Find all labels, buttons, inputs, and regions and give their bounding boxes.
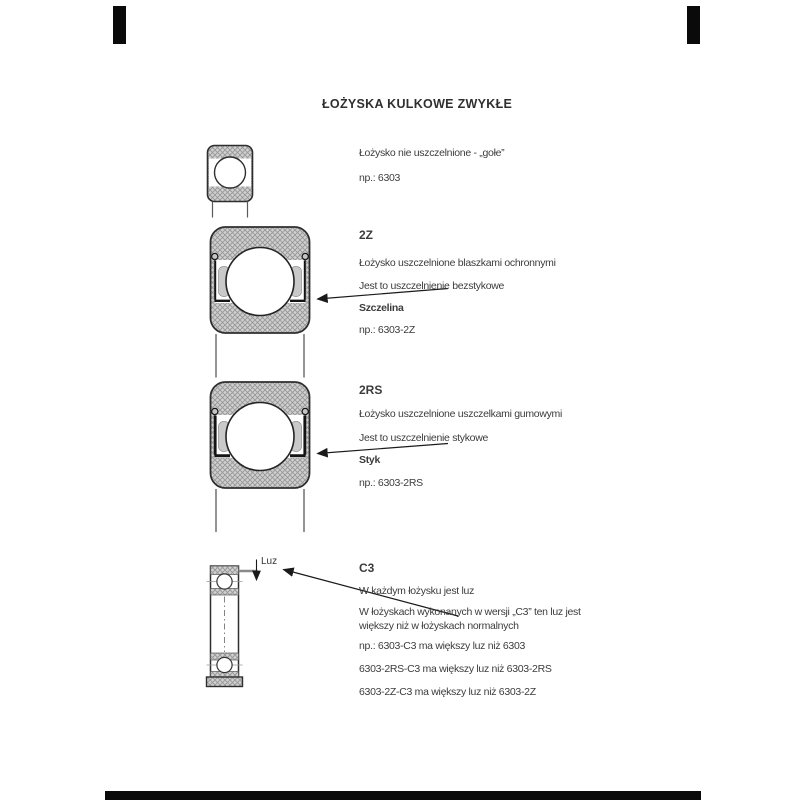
shaft-lines xyxy=(216,334,304,378)
zz-example: np.: 6303-2Z xyxy=(359,324,415,336)
heading-c3: C3 xyxy=(359,561,375,575)
ball-icon xyxy=(226,403,294,471)
rs-line1: Łożysko uszczelnione uszczelkami gumowymi xyxy=(359,408,563,420)
luz-clearance-label: Luz xyxy=(261,556,278,567)
ball-icon xyxy=(217,574,232,589)
ball-icon xyxy=(215,157,246,188)
zz-callout-szczelina: Szczelina xyxy=(359,302,404,314)
rs-callout-styk: Styk xyxy=(359,454,380,466)
shaft-lines xyxy=(216,489,304,532)
shaft-lines xyxy=(213,202,248,218)
bearing-2z-diagram xyxy=(211,227,449,378)
bearing-2rs-diagram xyxy=(211,382,449,532)
c3-line3: większy niż w łożyskach normalnych xyxy=(359,620,519,632)
heading-2z: 2Z xyxy=(359,228,374,242)
zz-line2: Jest to uszczelnienie bezstykowe xyxy=(359,280,505,292)
c3-line5: 6303-2RS-C3 ma większy luz niż 6303-2RS xyxy=(359,663,552,675)
page-title: ŁOŻYSKA KULKOWE ZWYKŁE xyxy=(322,97,513,111)
rs-line2: Jest to uszczelnienie stykowe xyxy=(359,432,489,444)
c3-line1: W każdym łożysku jest luz xyxy=(359,585,475,597)
c3-line4: np.: 6303-C3 ma większy luz niż 6303 xyxy=(359,640,526,652)
base-plate xyxy=(207,677,243,687)
bearing-plain-diagram xyxy=(208,146,253,218)
plain-example: np.: 6303 xyxy=(359,172,401,184)
heading-2rs: 2RS xyxy=(359,383,383,397)
ball-icon xyxy=(217,657,232,672)
plain-description: Łożysko nie uszczelnione - „gołe” xyxy=(359,147,505,159)
c3-line2: W łożyskach wykonanych w wersji „C3” ten luz jest xyxy=(359,606,581,618)
styk-arrow-icon xyxy=(318,444,449,454)
zz-line1: Łożysko uszczelnione blaszkami ochronnymi xyxy=(359,257,556,269)
rs-example: np.: 6303-2RS xyxy=(359,477,423,489)
ball-icon xyxy=(226,248,294,316)
c3-line6: 6303-2Z-C3 ma większy luz niż 6303-2Z xyxy=(359,686,536,698)
